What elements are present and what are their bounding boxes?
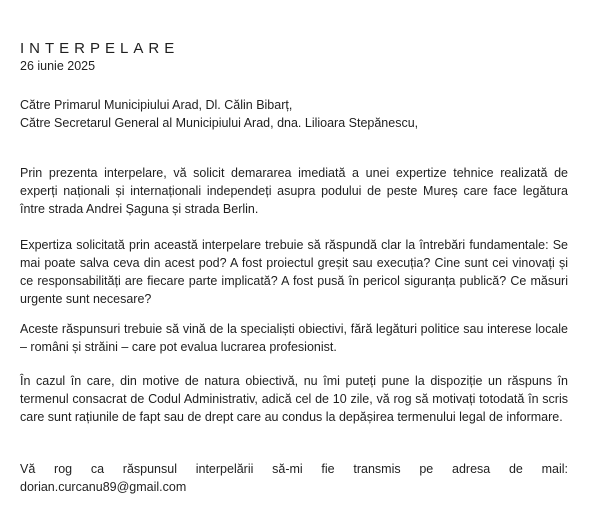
paragraph-contact: Vă rog ca răspunsul interpelării să-mi fie transmis pe adresa de mail: dorian.curcanu89@gmail.com [20,462,568,494]
paragraph-deadline: În cazul în care, din motive de natura obiectivă, nu îmi puteți pune la dispoziție un răspuns în termenul consacrat de Codul Administrativ, adică cel de 10 zile, vă rog să motivați totodată în scris care sunt rațiunile de fapt sau de drept care au condus la depășirea termenului legal de informare. [20,374,568,424]
document-header [20,40,568,74]
paragraph-specialists: Aceste răspunsuri trebuie să vină de la specialiști obiectivi, fără legături politice sau interese locale – români și străini – care pot evalua lucrarea profesionist. [20,322,568,354]
document-title: INTERPELARE [20,40,180,57]
addressee-secretary: Către Secretarul General al Municipiului Arad, dna. Lilioara Stepănescu, [20,116,419,130]
addressee-block [20,96,580,132]
paragraph-questions: Expertiza solicitată prin această interpelare trebuie să răspundă clar la întrebări fundamentale: Se mai poate salva ceva din acest pod? A fost proiectul greșit sau execuția? Cine sunt cei vinovați și ce responsabilități are fiecare parte implicată? A fost pusă în pericol siguranța publică? Ce măsuri urgente sunt necesare? [20,238,568,306]
addressee-mayor: Către Primarul Municipiului Arad, Dl. Călin Bibarț, [20,98,293,112]
paragraph-request: Prin prezenta interpelare, vă solicit demararea imediată a unei expertize tehnice realizată de experți naționali și internaționali independeți asupra podului de peste Mureș care face legătura între strada Andrei Șaguna și strada Berlin. [20,166,568,216]
document-date: 26 iunie 2025 [20,59,96,73]
